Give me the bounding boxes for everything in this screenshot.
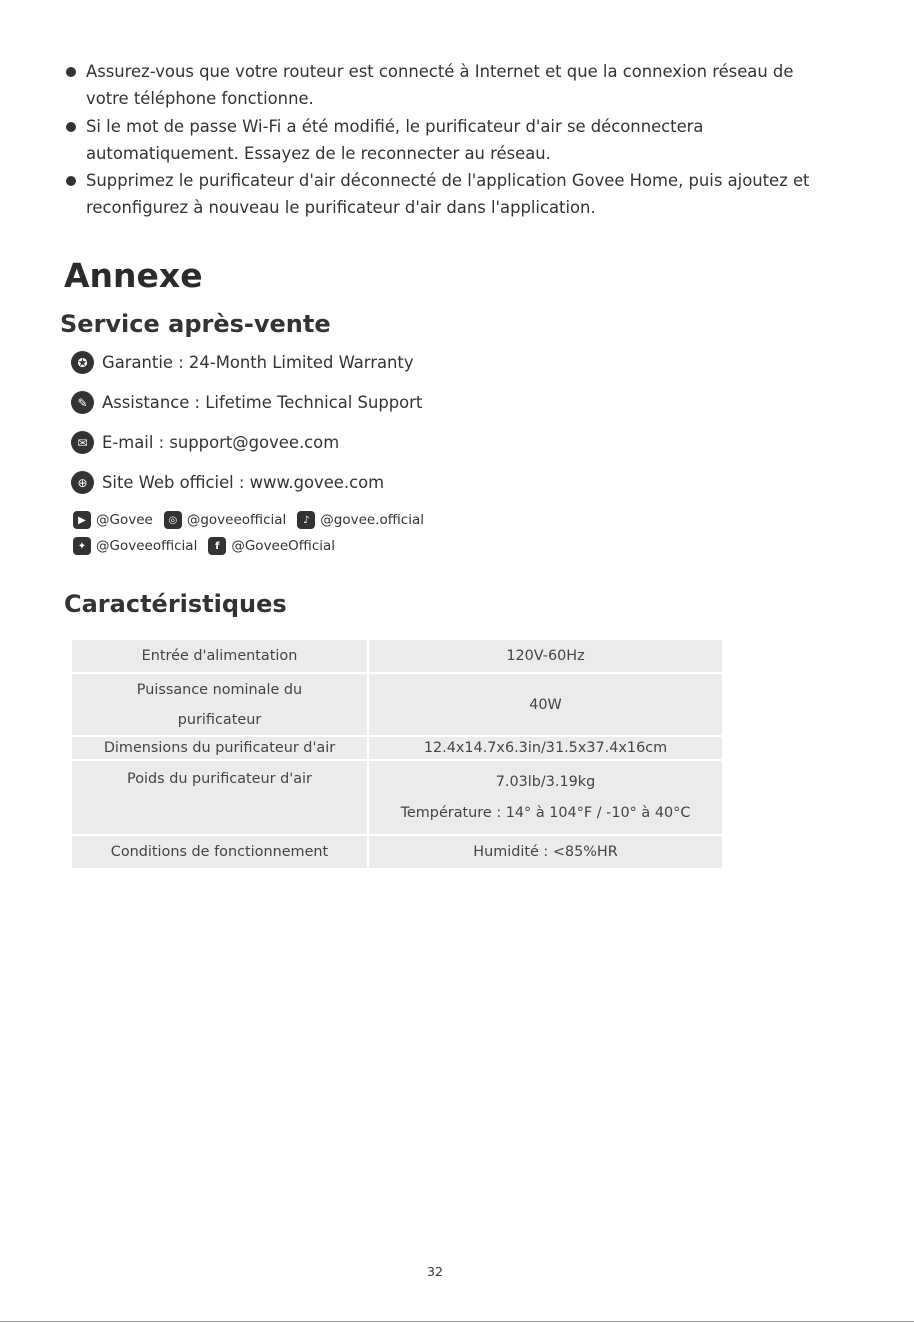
- specs-table: [70, 638, 724, 870]
- spec-value: 120V-60Hz: [369, 640, 722, 672]
- social-facebook: [208, 537, 335, 555]
- spec-label: Poids du purificateur d'air: [72, 761, 367, 834]
- service-item-website: [71, 471, 671, 494]
- instagram-icon: ◎: [164, 511, 182, 529]
- bullet-dot-icon: [66, 122, 76, 132]
- social-twitter: [73, 537, 197, 555]
- social-tiktok: [297, 511, 424, 529]
- bullet-item: [66, 113, 886, 167]
- mail-icon: ✉: [71, 431, 94, 454]
- spec-value: [369, 761, 722, 834]
- spec-value: 12.4x14.7x6.3in/31.5x37.4x16cm: [369, 737, 722, 759]
- service-item-support: [71, 391, 671, 414]
- page-number: 32: [426, 1264, 444, 1279]
- service-item-email: [71, 431, 671, 454]
- social-handle: @Govee: [96, 512, 153, 528]
- spec-value: 40W: [369, 674, 722, 735]
- spec-label: Entrée d'alimentation: [72, 640, 367, 672]
- social-instagram: [164, 511, 286, 529]
- table-row: [72, 674, 722, 735]
- social-handle: @govee.official: [320, 512, 424, 528]
- social-handle: @goveeofficial: [186, 512, 287, 528]
- wrench-icon: ✎: [71, 391, 94, 414]
- table-row: [72, 737, 722, 759]
- youtube-icon: ▶: [73, 511, 91, 529]
- social-row: [73, 511, 435, 529]
- service-title: Service après-vente: [60, 310, 331, 338]
- service-item-text: Assistance : Lifetime Technical Support: [102, 393, 423, 412]
- service-item-text: Garantie : 24-Month Limited Warranty: [102, 353, 414, 372]
- facebook-icon: f: [208, 537, 226, 555]
- globe-icon: ⊕: [71, 471, 94, 494]
- twitter-icon: ✦: [73, 537, 91, 555]
- table-row: [72, 761, 722, 834]
- troubleshooting-bullets: [66, 58, 886, 222]
- bullet-line: Supprimez le purificateur d'air déconnecté de l'application Govee Home, puis ajoutez et: [86, 171, 810, 190]
- specs-title: Caractéristiques: [64, 590, 287, 618]
- spec-label: Dimensions du purificateur d'air: [72, 737, 367, 759]
- bottom-rule: [0, 1321, 914, 1322]
- service-item-text: E-mail : support@govee.com: [102, 433, 340, 452]
- spec-value: Humidité : <85%HR: [369, 836, 722, 868]
- social-youtube: [73, 511, 153, 529]
- spec-label: Conditions de fonctionnement: [72, 836, 367, 868]
- bullet-dot-icon: [66, 176, 76, 186]
- social-row: [73, 537, 346, 555]
- warranty-badge-icon: ✪: [71, 351, 94, 374]
- bullet-line: Si le mot de passe Wi-Fi a été modifié, le purificateur d'air se déconnectera: [86, 116, 704, 136]
- spec-label-line: Puissance nominale du: [136, 681, 303, 698]
- bullet-dot-icon: [66, 67, 76, 77]
- social-handle: @GoveeOfficial: [231, 538, 336, 554]
- table-row: [72, 836, 722, 868]
- bullet-item: [66, 167, 886, 221]
- bullet-line: votre téléphone fonctionne.: [86, 89, 314, 108]
- spec-value-line: 7.03lb/3.19kg: [495, 773, 596, 790]
- bullet-item: [66, 58, 886, 112]
- service-item-text: Site Web officiel : www.govee.com: [102, 473, 385, 492]
- service-item-warranty: [71, 351, 671, 374]
- table-row: [72, 640, 722, 672]
- bullet-line: reconfigurez à nouveau le purificateur d'air dans l'application.: [86, 198, 596, 217]
- spec-label: [72, 674, 367, 735]
- bullet-line: Assurez-vous que votre routeur est connecté à Internet et que la connexion réseau de: [86, 62, 794, 81]
- annexe-title: Annexe: [64, 256, 203, 295]
- bullet-line: automatiquement. Essayez de le reconnecter au réseau.: [86, 143, 551, 163]
- social-handle: @Goveeofficial: [96, 538, 198, 554]
- tiktok-icon: ♪: [297, 511, 315, 529]
- spec-label-line: purificateur: [177, 711, 262, 728]
- spec-value-line: Température : 14° à 104°F / -10° à 40°C: [400, 804, 691, 821]
